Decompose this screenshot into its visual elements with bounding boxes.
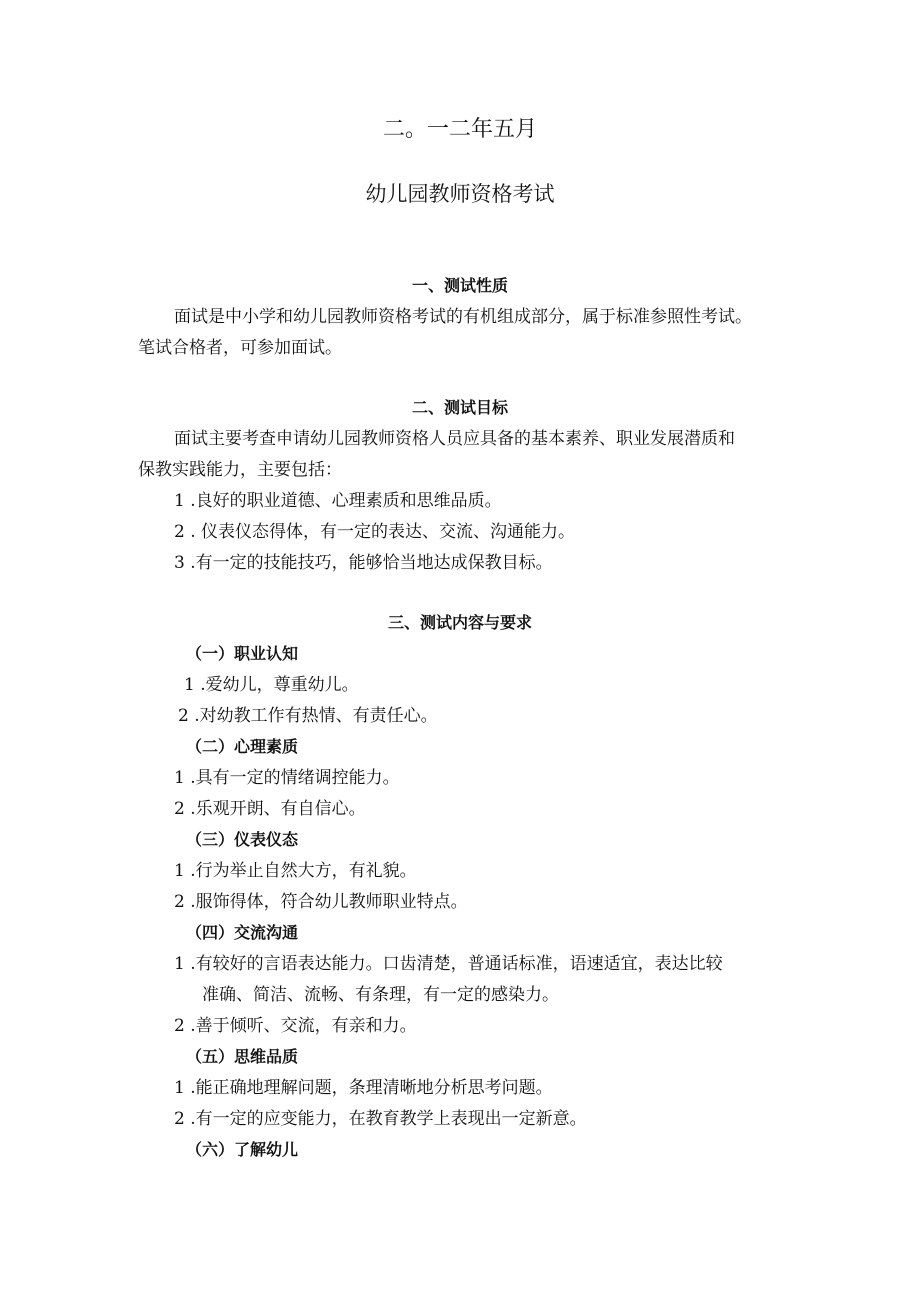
list-item: 1 .具有一定的情绪调控能力。 (174, 768, 400, 788)
list-item: 1 .爱幼儿，尊重幼儿。 (184, 675, 359, 695)
list-item: 1 .能正确地理解问题，条理清晰地分析思考问题。 (174, 1078, 553, 1098)
subsection-heading: （二）心理素质 (186, 737, 299, 756)
section-heading-3: 三、测试内容与要求 (387, 613, 532, 632)
paragraph-line: 笔试合格者，可参加面试。 (138, 338, 342, 358)
list-item: 1 .有较好的言语表达能力。口齿清楚，普通话标准，语速适宜，表达比较 (174, 954, 723, 974)
paragraph-line: 保教实践能力，主要包括： (138, 460, 342, 480)
list-item: 2 .乐观开朗、有自信心。 (174, 799, 366, 819)
list-item: 2 .有一定的应变能力，在教育教学上表现出一定新意。 (174, 1109, 587, 1129)
list-item: 1 .良好的职业道德、心理素质和思维品质。 (174, 491, 502, 511)
list-item: 2 .善于倾听、交流，有亲和力。 (174, 1016, 417, 1036)
list-item: 2 .对幼教工作有热情、有责任心。 (178, 706, 438, 726)
section-heading-1: 一、测试性质 (411, 276, 508, 295)
list-item-continuation: 准确、简洁、流畅、有条理，有一定的感染力。 (202, 985, 559, 1005)
subsection-heading: （六）了解幼儿 (186, 1140, 299, 1159)
list-item: 1 .行为举止自然大方，有礼貌。 (174, 861, 417, 881)
subsection-heading: （一）职业认知 (186, 644, 299, 663)
section-heading-2: 二、测试目标 (411, 398, 508, 417)
list-item: 3 .有一定的技能技巧，能够恰当地达成保教目标。 (174, 553, 553, 573)
paragraph-line: 面试是中小学和幼儿园教师资格考试的有机组成部分，属于标准参照性考试。 (174, 307, 752, 327)
subsection-heading: （五）思维品质 (186, 1047, 299, 1066)
subsection-heading: （三）仪表仪态 (186, 830, 299, 849)
list-item: 2 . 仪表仪态得体，有一定的表达、交流、沟通能力。 (174, 522, 576, 542)
date-heading: 二。一二年五月 (382, 117, 537, 142)
list-item: 2 .服饰得体，符合幼儿教师职业特点。 (174, 892, 468, 912)
paragraph-line: 面试主要考查申请幼儿园教师资格人员应具备的基本素养、职业发展潜质和 (174, 429, 735, 449)
document-title: 幼儿园教师资格考试 (365, 182, 555, 206)
subsection-heading: （四）交流沟通 (186, 923, 299, 942)
